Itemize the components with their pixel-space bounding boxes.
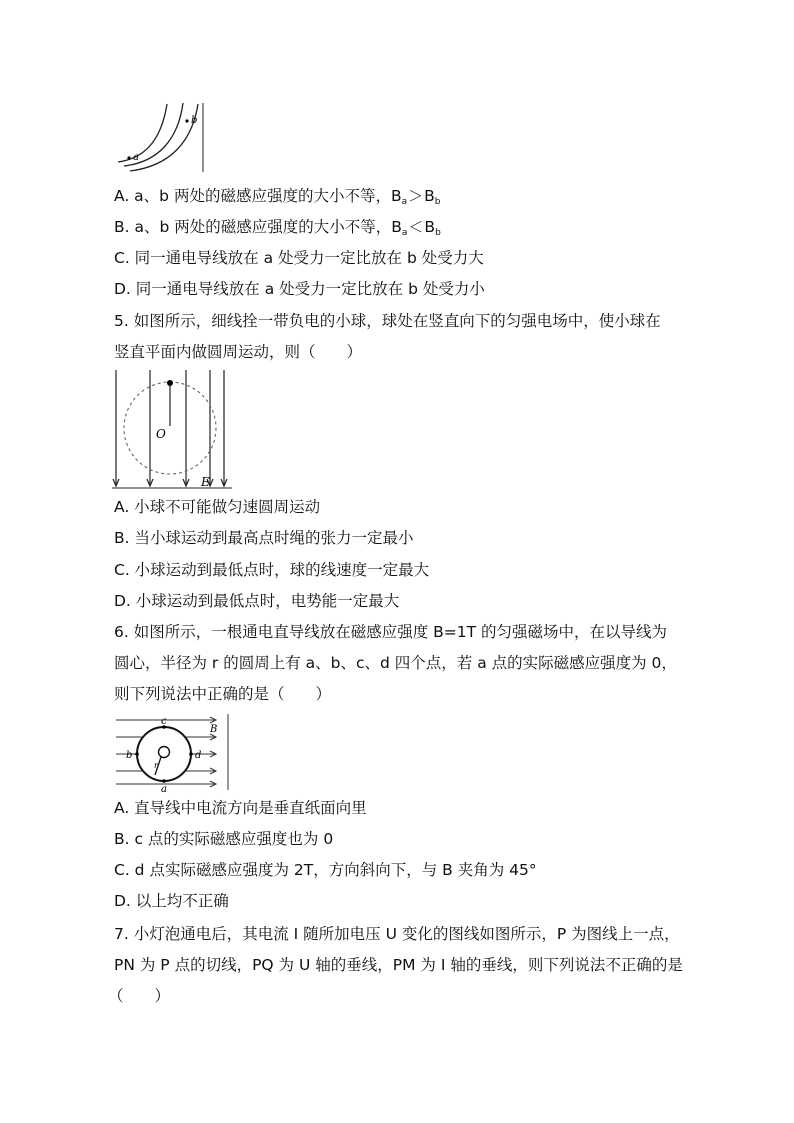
q6-figure [112,712,232,792]
q5-option-c: C. 小球运动到最低点时，球的线速度一定最大 [114,561,430,579]
q7-stem-line-2: PN 为 P 点的切线，PQ 为 U 轴的垂线，PM 为 I 轴的垂线，则下列说法不正确的是 [114,956,683,974]
q6-stem-line-1: 6. 如图所示，一根通电直导线放在磁感应强度 B=1T 的匀强磁场中，在以导线为 [114,623,668,641]
label-c: c [161,716,167,727]
q6-option-b: B. c 点的实际磁感应强度也为 0 [114,830,334,848]
q6-option-c: C. d 点实际磁感应强度为 2T，方向斜向下，与 B 夹角为 45° [114,861,537,879]
q5-stem-line-1: 5. 如图所示，细线拴一带负电的小球，球处在竖直向下的匀强电场中，使小球在 [114,312,661,330]
wire-center [159,747,170,758]
q4-option-d: D. 同一通电导线放在 a 处受力一定比放在 b 处受力小 [114,280,485,298]
label-b: b [191,115,198,126]
q5-figure [112,368,232,490]
label-a: a [133,152,139,163]
point-a [162,779,166,783]
q7-stem-line-1: 7. 小灯泡通电后，其电流 I 随所加电压 U 变化的图线如图所示，P 为图线上一点， [114,925,680,943]
point-b [135,752,139,756]
q4-figure [112,100,212,175]
point-b [185,119,188,122]
q7-stem-line-3: （ ） [108,987,171,1005]
q5-option-b: B. 当小球运动到最高点时绳的张力一定最小 [114,529,414,547]
label-a: a [161,784,167,792]
label-d: d [195,750,202,761]
q6-stem-line-2: 圆心，半径为 r 的圆周上有 a、b、c、d 四个点，若 a 点的实际磁感应强度为 0， [114,654,677,672]
label-E: E [201,475,210,489]
q5-option-d: D. 小球运动到最低点时，电势能一定最大 [114,592,400,610]
label-O: O [156,427,166,441]
q4-option-a: A. a、b 两处的磁感应强度的大小不等，$B_a>B_b$ [114,187,441,207]
q6-stem-line-3: 则下列说法中正确的是（ ） [114,685,332,703]
q4-option-c: C. 同一通电导线放在 a 处受力一定比放在 b 处受力大 [114,249,484,267]
field-line-3 [130,104,198,171]
field-line-1 [118,104,167,162]
q6-option-a: A. 直导线中电流方向是垂直纸面向里 [114,799,367,817]
q5-option-a: A. 小球不可能做匀速圆周运动 [114,498,321,516]
q6-option-d: D. 以上均不正确 [114,892,229,910]
point-a [127,156,130,159]
label-B: B [210,724,218,735]
label-b: b [126,750,133,761]
q4-option-b: B. a、b 两处的磁感应强度的大小不等，$B_a<B_b$ [114,218,441,238]
charged-ball [167,380,173,386]
q5-stem-line-2: 竖直平面内做圆周运动，则（ ） [114,343,363,361]
point-d [189,752,193,756]
label-r: r [154,761,158,770]
